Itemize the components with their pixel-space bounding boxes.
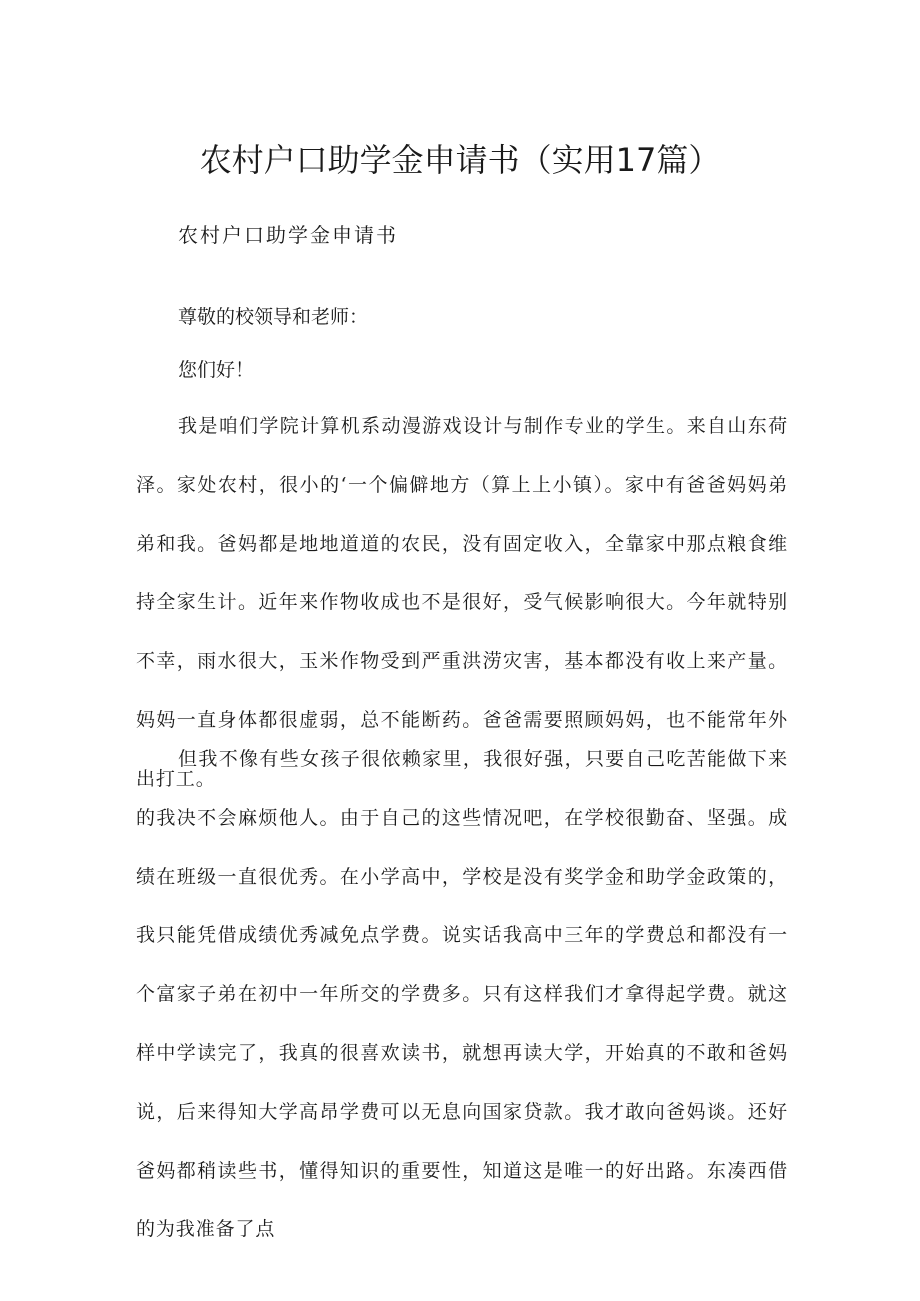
body-paragraph: 但我不像有些女孩子很依赖家里，我很好强，只要自己吃苦能做下来的我决不会麻烦他人。由于自己的这些情况吧，在学校很勤奋、坚强。成绩在班级一直很优秀。在小学高中，学校是没有奖学金和助学金政策的，我只能凭借成绩优秀减免点学费。说实话我高中三年的学费总和都没有一个富家子弟在初中一年所交的学费多。只有这样我们才拿得起学费。就这样中学读完了，我真的很喜欢读书，就想再读大学，开始真的不敢和爸妈说，后来得知大学高昂学费可以无息向国家贷款。我才敢向爸妈谈。还好爸妈都稍读些书，懂得知识的重要性，知道这是唯一的好出路。东凑西借的为我准备了点 [136, 748, 788, 1241]
salutation: 尊敬的校领导和老师： [178, 306, 369, 328]
body-paragraph: 我是咱们学院计算机系动漫游戏设计与制作专业的学生。来自山东荷泽。家处农村，很小的‘一个偏僻地方（算上上小镇）。家中有爸爸妈妈弟弟和我。爸妈都是地地道道的农民，没有固定收入，全靠家中那点粮食维持全家生计。近年来作物收成也不是很好，受气候影响很大。今年就特别不幸，雨水很大，玉米作物受到严重洪涝灾害，基本都没有收上来产量。妈妈一直身体都很虚弱，总不能断药。爸爸需要照顾妈妈，也不能常年外出打工。 [136, 415, 788, 790]
greeting: 您们好！ [178, 359, 255, 381]
document-subtitle: 农村户口助学金申请书 [178, 223, 398, 247]
document-title: 农村户口助学金申请书（实用17篇） [199, 141, 721, 179]
